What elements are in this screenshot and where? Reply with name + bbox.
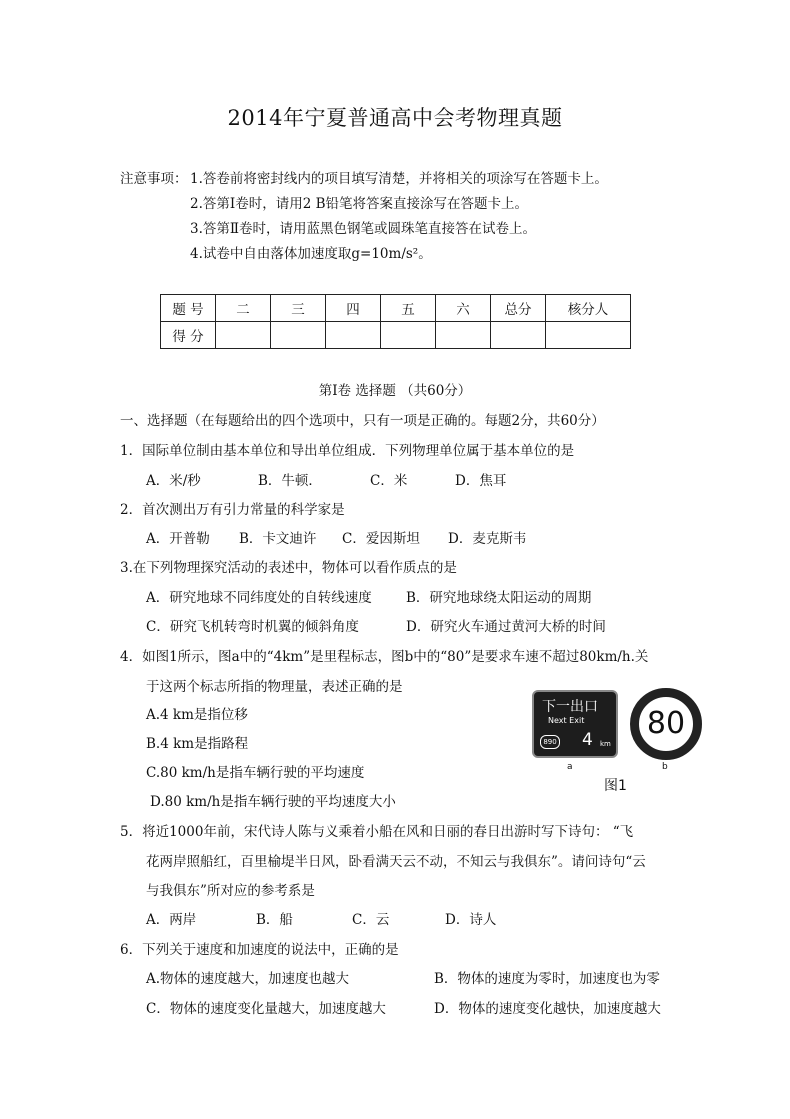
notes-label: 注意事项：: [120, 171, 188, 187]
score-table: [160, 294, 631, 349]
page-title: 2014年宁夏普通高中会考物理真题: [227, 106, 563, 130]
score-header-cell: 五: [381, 295, 436, 322]
q4-option-d: D.80 km/h是指车辆行驶的平均速度大小: [150, 794, 396, 810]
question-5-stem-line1: 5．将近1000年前，宋代诗人陈与义乘着小船在风和日丽的春日出游时写下诗句： “飞: [120, 824, 634, 840]
question-1-stem: 1．国际单位制由基本单位和导出单位组成．下列物理单位属于基本单位的是: [120, 443, 575, 459]
q3-option-b: B．研究地球绕太阳运动的周期: [406, 590, 592, 606]
q3-option-d: D．研究火车通过黄河大桥的时间: [406, 619, 606, 635]
figure-label-a: a: [567, 762, 573, 772]
score-header-cell: 四: [326, 295, 381, 322]
speed-limit-value: 80: [646, 706, 686, 741]
question-5-stem-line2: 花两岸照船红，百里榆堤半日风，卧看满天云不动，不知云与我俱东”。请问诗句“云: [146, 854, 646, 870]
q2-option-a: A．开普勒: [146, 531, 210, 547]
score-table-header-row: [161, 295, 631, 322]
q6-option-d: D．物体的速度变化越快，加速度越大: [434, 1001, 661, 1017]
score-header-cell: 六: [436, 295, 491, 322]
q1-option-c: C．米: [370, 473, 408, 489]
score-cell[interactable]: [271, 322, 326, 349]
score-cell[interactable]: [436, 322, 491, 349]
note-item: 1.答卷前将密封线内的项目填写清楚，并将相关的项涂写在答题卡上。: [190, 171, 608, 187]
exit-number-badge: 890: [540, 735, 560, 749]
score-header-cell: 核分人: [546, 295, 631, 322]
score-table-score-row: [161, 322, 631, 349]
score-cell[interactable]: [491, 322, 546, 349]
q5-option-d: D．诗人: [445, 912, 497, 928]
note-item: 3.答第Ⅱ卷时，请用蓝黑色钢笔或圆珠笔直接答在试卷上。: [190, 221, 537, 237]
question-4-stem-line2: 于这两个标志所指的物理量，表述正确的是: [146, 679, 403, 695]
q1-option-a: A．米/秒: [146, 473, 201, 489]
exit-sign-line2: Next Exit: [548, 716, 585, 725]
section-intro: 一、选择题（在每题给出的四个选项中，只有一项是正确的。每题2分，共60分）: [120, 413, 605, 429]
question-2-stem: 2．首次测出万有引力常量的科学家是: [120, 502, 345, 518]
score-cell[interactable]: [216, 322, 271, 349]
score-header-cell: 三: [271, 295, 326, 322]
exit-distance: 4: [582, 730, 593, 750]
q5-option-c: C．云: [352, 912, 390, 928]
question-5-stem-line3: 与我俱东”所对应的参考系是: [146, 883, 315, 899]
q1-option-b: B．牛顿．: [258, 473, 322, 489]
q4-option-a: A.4 km是指位移: [146, 707, 248, 723]
score-row-label: 得 分: [161, 322, 216, 349]
question-6-stem: 6．下列关于速度和加速度的说法中，正确的是: [120, 942, 399, 958]
q5-option-a: A．两岸: [146, 912, 197, 928]
score-header-cell: 总分: [491, 295, 546, 322]
score-cell[interactable]: [546, 322, 631, 349]
q3-option-a: A．研究地球不同纬度处的自转线速度: [146, 590, 372, 606]
exit-sign-line1: 下一出口: [542, 699, 598, 715]
q6-option-b: B．物体的速度为零时，加速度也为零: [434, 971, 660, 987]
note-item: 4.试卷中自由落体加速度取g=10m/s²。: [190, 246, 432, 262]
section-title: 第Ⅰ卷 选择题 （共60分）: [318, 383, 472, 399]
q6-option-c: C．物体的速度变化量越大，加速度越大: [146, 1001, 386, 1017]
exit-sign-figure-a: [532, 690, 618, 758]
q1-option-d: D．焦耳: [455, 473, 507, 489]
figure-label-b: b: [662, 762, 668, 772]
figure-caption: 图1: [604, 778, 627, 794]
q2-option-c: C．爱因斯坦: [342, 531, 420, 547]
q2-option-b: B．卡文迪许: [239, 531, 317, 547]
question-3-stem: 3.在下列物理探究活动的表述中，物体可以看作质点的是: [120, 560, 457, 576]
note-item: 2.答第Ⅰ卷时，请用2 B铅笔将答案直接涂写在答题卡上。: [190, 196, 529, 212]
q6-option-a: A.物体的速度越大，加速度也越大: [146, 971, 350, 987]
score-header-cell: 二: [216, 295, 271, 322]
speed-limit-sign-figure-b: [630, 688, 702, 760]
q3-option-c: C．研究飞机转弯时机翼的倾斜角度: [146, 619, 359, 635]
q4-option-c: C.80 km/h是指车辆行驶的平均速度: [146, 765, 365, 781]
score-header-cell: 题 号: [161, 295, 216, 322]
score-cell[interactable]: [326, 322, 381, 349]
score-cell[interactable]: [381, 322, 436, 349]
exit-distance-unit: km: [600, 740, 611, 748]
q4-option-b: B.4 km是指路程: [146, 736, 249, 752]
q2-option-d: D．麦克斯韦: [448, 531, 527, 547]
q5-option-b: B．船: [256, 912, 293, 928]
question-4-stem-line1: 4．如图1所示，图a中的“4km”是里程标志，图b中的“80”是要求车速不超过80km/h.关: [120, 649, 649, 665]
